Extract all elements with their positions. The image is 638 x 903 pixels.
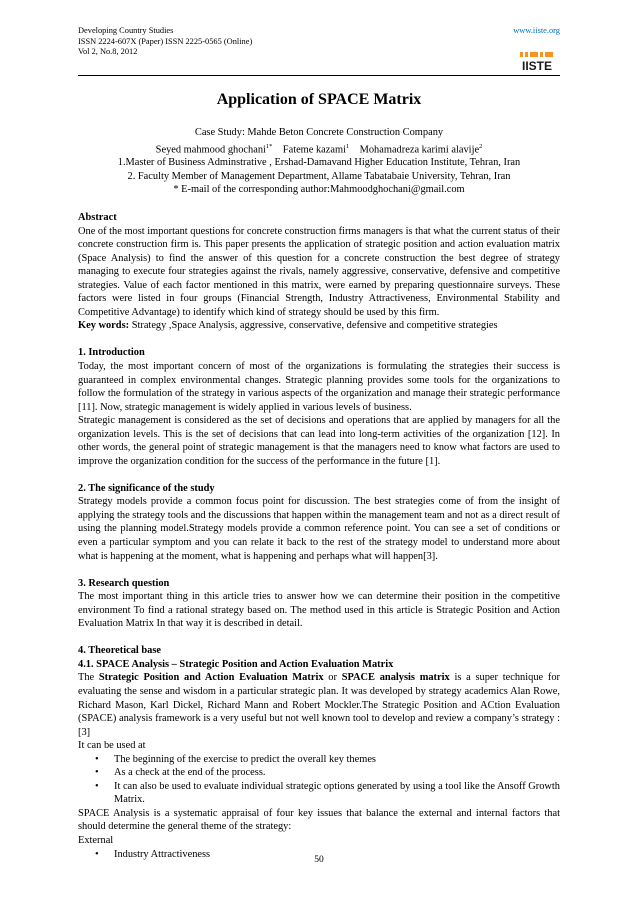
author-2-sup: 1: [345, 142, 350, 150]
abstract-text: One of the most important questions for concrete construction firms managers is that what the current status of their concrete construction firm is. This paper presents the application of strategic position and action evaluation matrix (Space Analysis) to find the answer of this question for a concrete construction the best degree of strategy managing to execute four strategies against the rivals, namely aggressive, conservative, defensive and competitive strategies. Value of each factor mentioned in this matrix, were earned by preparing questionnaire surveys. These factors were listed in four groups (Financial Strength, Industry Attractiveness, Environmental Stability and Competitive Advantage) to identify which kind of strategy should be used by this firm.: [78, 225, 560, 318]
corresponding-email: * E-mail of the corresponding author:Mahmoodghochani@gmail.com: [173, 184, 465, 196]
section-2-heading: 2. The significance of the study: [78, 482, 215, 494]
paper-body: [78, 211, 560, 861]
section-1-heading: 1. Introduction: [78, 347, 145, 359]
section-4-heading: 4. Theoretical base: [78, 645, 162, 657]
list-item: • As a check at the end of the process.: [114, 766, 560, 780]
external-label: External: [78, 834, 114, 846]
authors-line: [0, 140, 638, 157]
author-3: Mohamadreza karimi alavije: [359, 143, 480, 155]
author-1-sup: 1*: [265, 142, 273, 150]
used-at-line: It can be used at: [78, 740, 146, 752]
list-item: • It can also be used to evaluate individual strategic options generated by using a tool like the Ansoff Growth Matrix.: [114, 780, 560, 807]
section-1-paragraph-1: Today, the most important concern of most of the organizations is formulating the strategies their success is guaranteed in complex environmental changes. Strategic planning provides some tools for the organizations to follow the formulation of the strategy in various aspects of the organization and manage their strategic performance [11]. Now, strategic management is widely applied in various levels of business.: [78, 360, 560, 413]
keywords-label: Key words:: [78, 320, 130, 332]
list-item: • Industry Attractiveness: [114, 848, 560, 862]
affiliation-2: 2. Faculty Member of Management Department, Allame Tabatabaie University, Tehran, Iran: [127, 170, 511, 182]
space-term-bold: Strategic Position and Action Evaluation Matrix: [98, 672, 324, 684]
header-rule: [78, 75, 560, 76]
logo-text: IISTE: [521, 59, 553, 73]
section-1-paragraph-2: Strategic management is considered as the set of decisions and operations that are applied by managers for all the organization levels. This is the set of decisions that can lead into long-term activities of the organization [12]. In other words, the general point of strategic management is that the managers need to know what factors are used to improve the organization condition for the success of the performance in the future [1].: [78, 415, 560, 467]
section-3-heading: 3. Research question: [78, 577, 170, 589]
section-3-paragraph-1: The most important thing in this article tries to answer how we can determine their position in the competitive environment To find a rational strategy based on. The method used in this article is Strategic Position and Action Evaluation Matrix In that way it is described in detail.: [78, 591, 560, 630]
usage-bullet-list: [78, 753, 560, 807]
author-2: Fateme kazami: [282, 143, 346, 155]
page-number: 50: [314, 855, 324, 865]
issn: ISSN 2224-607X (Paper) ISSN 2225-0565 (Online): [78, 36, 253, 46]
journal-name: Developing Country Studies: [78, 26, 174, 35]
running-header: [78, 26, 252, 58]
abstract-heading: Abstract: [78, 212, 117, 223]
case-study-line: Case Study: Mahde Beton Concrete Construction Company: [194, 127, 444, 138]
list-item: • The beginning of the exercise to predict the overall key themes: [114, 753, 560, 767]
paper-title: Application of SPACE Matrix: [216, 91, 422, 108]
section-2-paragraph-1: Strategy models provide a common focus point for discussion. The best strategies come of from the insight of applying the strategy tools and the discussions that happen within the management team and not as a direct result of using the planning model.Strategy models provide a common reference point. You can see a set of conditions or even a particular symptom and you can relate it back to the rest of the strategy model to understand more about what is happening at the moment, what is happening and perhaps what will happen[3].: [78, 496, 560, 562]
section-4-paragraph-2: SPACE Analysis is a systematic appraisal of four key issues that balance the external and internal factors that should determine the general theme of the strategy:: [78, 807, 560, 833]
section-4-paragraph-1: The Strategic Position and Action Evaluation Matrix or SPACE analysis matrix is a super technique for evaluating the sense and wisdom in a particular strategic plan. It was developed by strategy academics Alan Rowe, Richard Mason, Karl Dickel, Richard Mann and Robert Mockler.The Strategic Position and ACtion Evaluation (SPACE) analysis framework is a very useful but not well known tool to develop and review a company’s strategy : [3]: [78, 672, 561, 738]
keywords: Strategy ,Space Analysis, aggressive, conservative, defensive and competitive strategies: [129, 320, 498, 332]
author-block: [0, 126, 638, 197]
author-1: Seyed mahmood ghochani: [155, 143, 266, 155]
section-4-1-heading: 4.1. SPACE Analysis – Strategic Position and Action Evaluation Matrix: [78, 658, 394, 670]
iiste-logo: [514, 50, 562, 74]
journal-url[interactable]: www.iiste.org: [513, 26, 560, 35]
author-3-sup: 2: [479, 142, 483, 150]
keywords-line: [78, 319, 560, 333]
volume: Vol 2, No.8, 2012: [78, 47, 138, 57]
affiliation-1: 1.Master of Business Adminstrative , Ershad-Damavand Higher Education Institute, Tehran, Iran: [117, 157, 521, 169]
space-matrix-bold: SPACE analysis matrix: [341, 672, 450, 684]
